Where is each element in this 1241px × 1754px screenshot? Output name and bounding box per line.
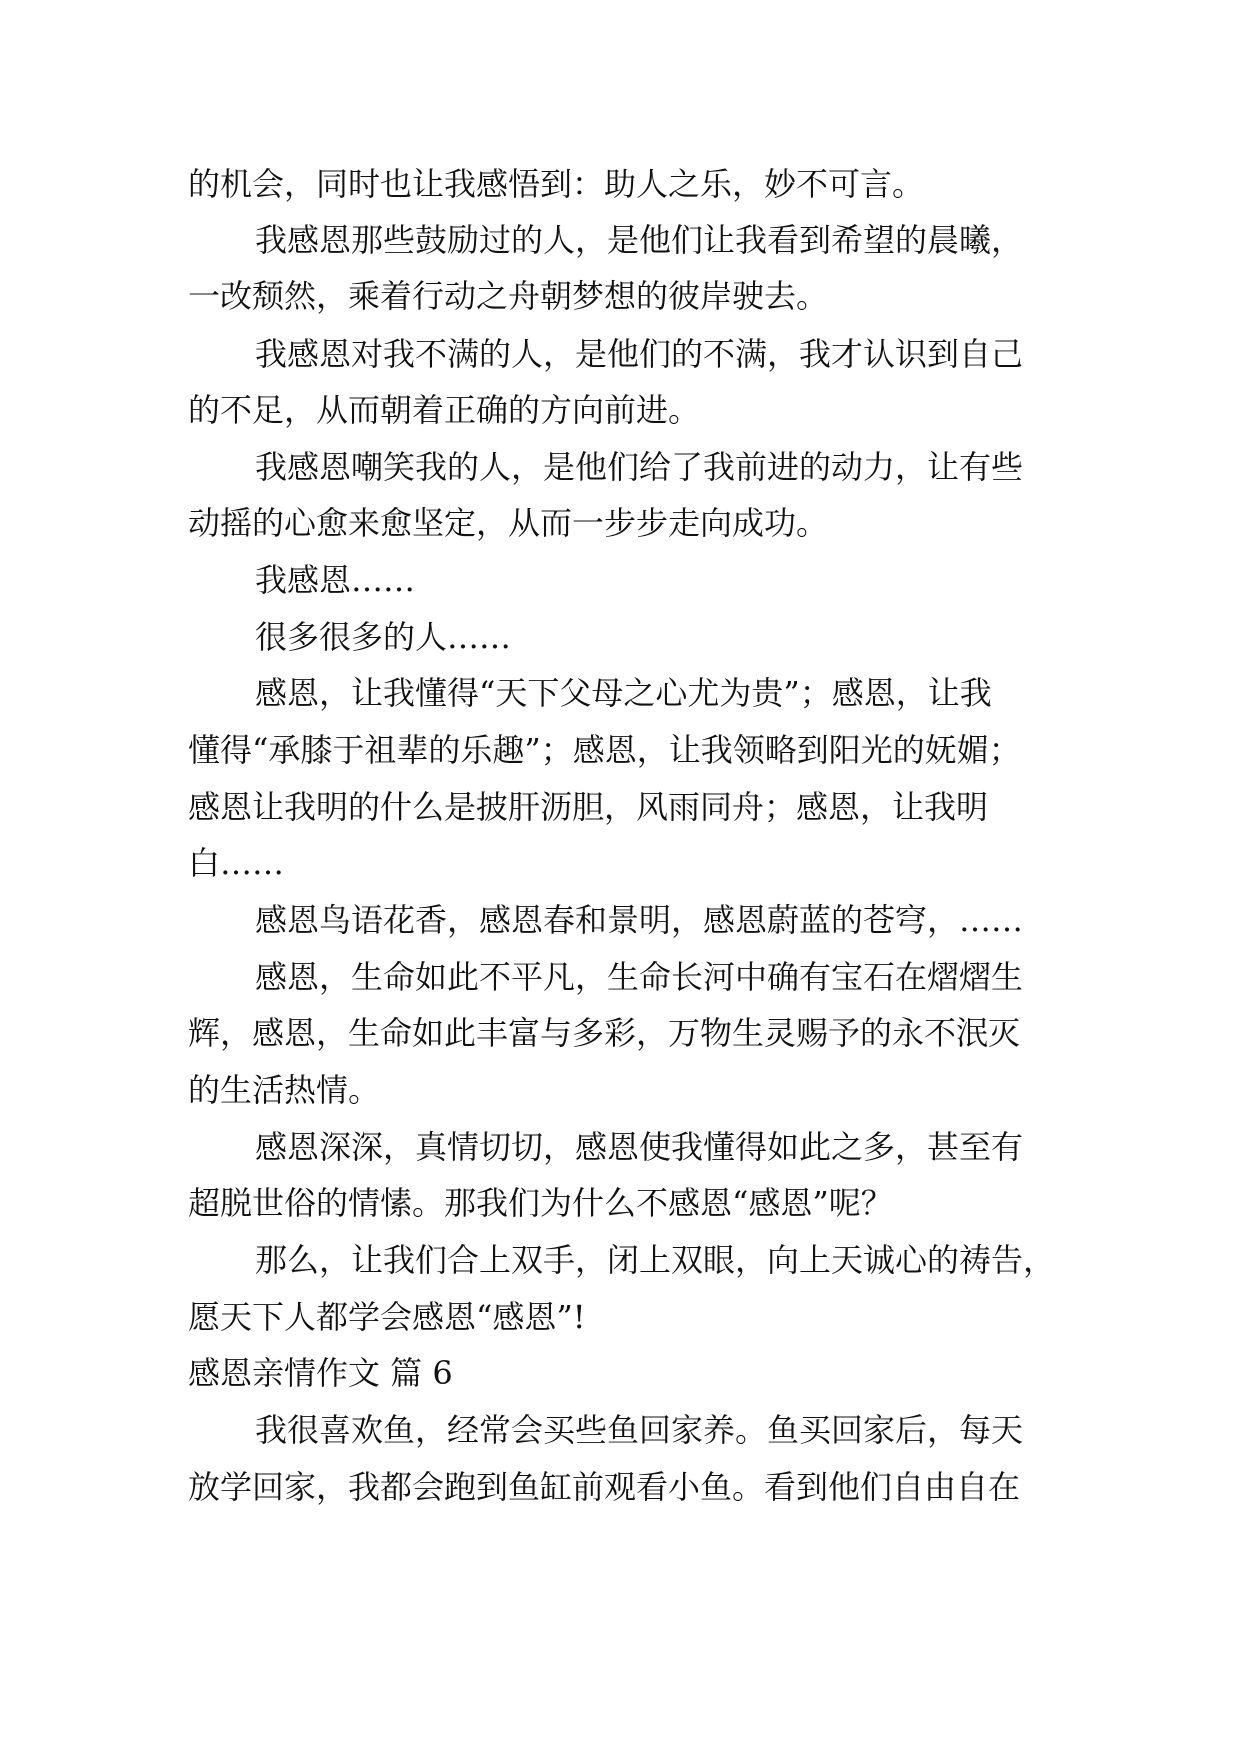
- paragraph-start-line: 我感恩对我不满的人，是他们的不满，我才认识到自己: [255, 335, 1024, 373]
- text-line: 超脱世俗的情愫。那我们为什么不感恩“感恩”呢？: [188, 1184, 893, 1222]
- paragraph-start-line: 我很喜欢鱼，经常会买些鱼回家养。鱼买回家后，每天: [255, 1411, 1024, 1449]
- text-line: 愿天下人都学会感恩“感恩”!: [188, 1298, 586, 1336]
- paragraph-start-line: 感恩鸟语花香，感恩春和景明，感恩蔚蓝的苍穹，……: [255, 901, 1024, 939]
- text-line: 感恩让我明的什么是披肝沥胆，风雨同舟；感恩，让我明: [188, 788, 989, 826]
- paragraph-start-line: 我感恩那些鼓励过的人，是他们让我看到希望的晨曦，: [255, 221, 1024, 259]
- paragraph-start-line: 感恩，生命如此不平凡，生命长河中确有宝石在熠熠生: [255, 958, 1024, 996]
- text-line: 的机会，同时也让我感悟到：助人之乐，妙不可言。: [188, 165, 925, 203]
- paragraph-start-line: 感恩，让我懂得“天下父母之心尤为贵”；感恩，让我: [255, 674, 992, 712]
- paragraph-start-line: 我感恩……: [255, 561, 416, 599]
- text-line: 的不足，从而朝着正确的方向前进。: [188, 391, 701, 429]
- paragraph-start-line: 我感恩嘲笑我的人，是他们给了我前进的动力，让有些: [255, 448, 1024, 486]
- section-heading: 感恩亲情作文 篇 6: [188, 1354, 453, 1392]
- text-line: 辉，感恩，生命如此丰富与多彩，万物生灵赐予的永不泯灭: [188, 1014, 1021, 1052]
- text-line: 动摇的心愈来愈坚定，从而一步步走向成功。: [188, 504, 829, 542]
- text-line: 的生活热情。: [188, 1071, 381, 1109]
- paragraph-start-line: 很多很多的人……: [255, 618, 512, 656]
- text-line: 懂得“承膝于祖辈的乐趣”；感恩，让我领略到阳光的妩媚；: [188, 731, 1021, 769]
- text-line: 放学回家，我都会跑到鱼缸前观看小鱼。看到他们自由自在: [188, 1468, 1021, 1506]
- paragraph-start-line: 感恩深深，真情切切，感恩使我懂得如此之多，甚至有: [255, 1128, 1024, 1166]
- text-line: 白……: [188, 844, 285, 882]
- paragraph-start-line: 那么，让我们合上双手，闭上双眼，向上天诚心的祷告，: [255, 1241, 1056, 1279]
- text-line: 一改颓然，乘着行动之舟朝梦想的彼岸驶去。: [188, 277, 829, 315]
